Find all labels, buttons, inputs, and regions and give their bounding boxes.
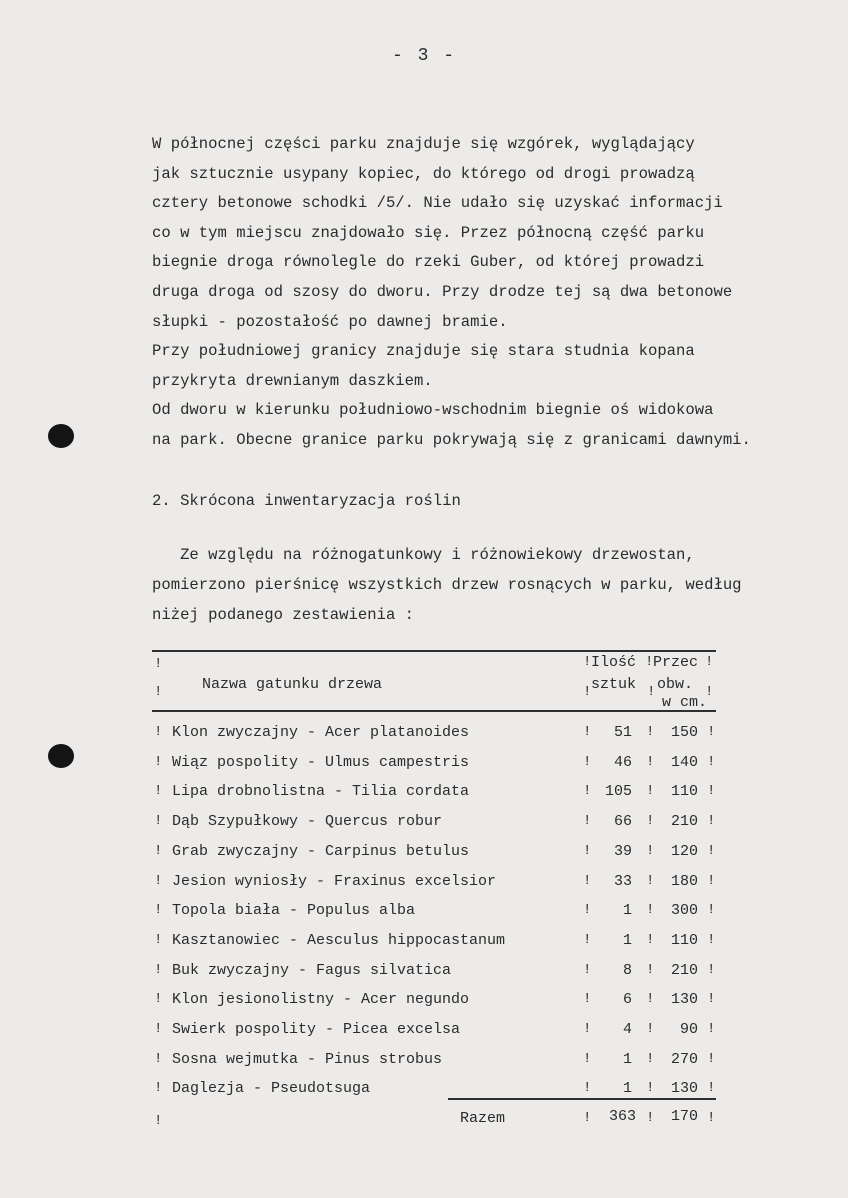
total-label: Razem	[460, 1110, 506, 1127]
text-line: jak sztucznie usypany kopiec, do którego od drogi prowadzą	[152, 164, 695, 183]
column-separator: !	[154, 1021, 163, 1037]
tree-circumference: 130	[670, 991, 698, 1009]
text-line: druga droga od szosy do dworu. Przy drodze tej są dwa betonowe	[152, 282, 733, 301]
column-separator: !	[646, 872, 655, 889]
page-number: - 3 -	[391, 46, 456, 66]
body-paragraph	[152, 130, 832, 456]
tree-count: 1	[622, 902, 632, 920]
intro-paragraph	[152, 540, 742, 630]
tree-species-name: Topola biała - Populus alba	[172, 902, 416, 920]
text-line: biegnie droga równolegle do rzeki Guber, od której prowadzi	[152, 253, 705, 272]
column-separator: !	[583, 902, 592, 919]
tree-circumference: 270	[670, 1050, 698, 1068]
tree-circumference: 110	[670, 931, 698, 949]
column-separator: !	[646, 1110, 655, 1126]
column-separator: !	[707, 1021, 716, 1037]
text-line: Od dworu w kierunku południowo-wschodnim biegnie oś widokowa	[152, 401, 714, 420]
table-top-rule	[152, 650, 716, 652]
column-separator: !	[154, 991, 163, 1008]
text-line: słupki - pozostałość po dawnej bramie.	[152, 312, 508, 331]
text-line: pomierzono pierśnicę wszystkich drzew rosnących w parku, według	[152, 576, 742, 594]
tree-species-name: Daglezja - Pseudotsuga	[172, 1080, 371, 1098]
tree-species-name: Sosna wejmutka - Pinus strobus	[172, 1050, 443, 1068]
tree-species-name: Lipa drobnolistna - Tilia cordata	[172, 783, 470, 801]
tree-count: 33	[613, 872, 632, 890]
column-separator: !	[646, 724, 655, 740]
column-separator: !	[646, 1021, 655, 1037]
tree-circumference: 180	[670, 872, 698, 890]
column-separator: !	[705, 684, 714, 700]
tree-count: 8	[622, 961, 632, 979]
tree-circumference: 130	[670, 1080, 698, 1098]
column-separator: !	[154, 961, 163, 978]
tree-circumference: 300	[670, 902, 698, 920]
column-separator: !	[583, 872, 592, 889]
tree-circumference: 140	[670, 753, 698, 771]
column-separator: !	[154, 684, 163, 700]
tree-species-name: Swierk pospolity - Picea excelsa	[172, 1021, 461, 1038]
header-count-top: Ilość	[591, 654, 637, 671]
column-separator: !	[646, 931, 655, 948]
column-separator: !	[583, 961, 592, 978]
column-separator: !	[646, 1080, 655, 1097]
column-separator: !	[154, 813, 163, 830]
tree-circumference: 90	[679, 1021, 698, 1038]
column-separator: !	[154, 753, 163, 770]
column-separator: !	[583, 684, 592, 700]
tree-species-name: Buk zwyczajny - Fagus silvatica	[172, 961, 452, 979]
column-separator: !	[646, 842, 655, 859]
column-separator: !	[707, 1050, 716, 1067]
column-separator: !	[583, 724, 592, 740]
column-separator: !	[583, 931, 592, 948]
tree-species-name: Wiąz pospolity - Ulmus campestris	[172, 753, 470, 771]
column-separator: !	[583, 1050, 592, 1067]
column-separator: !	[646, 991, 655, 1008]
tree-circumference: 150	[670, 724, 698, 741]
punch-hole	[48, 424, 74, 448]
column-separator: !	[646, 1050, 655, 1067]
text-line: Przy południowej granicy znajduje się stara studnia kopana	[152, 342, 695, 361]
text-line: Ze względu na różnogatunkowy i różnowiekowy drzewostan,	[152, 546, 695, 564]
tree-circumference: 120	[670, 842, 698, 860]
column-separator: !	[707, 991, 716, 1008]
total-circ: 170	[670, 1108, 698, 1125]
column-separator: !	[707, 724, 716, 740]
tree-count: 51	[613, 724, 632, 741]
column-separator: !	[583, 813, 592, 830]
tree-count: 39	[613, 842, 632, 860]
column-separator: !	[707, 842, 716, 859]
column-separator: !	[154, 902, 163, 919]
tree-count: 6	[622, 991, 632, 1009]
header-circ-top: Przec	[653, 654, 699, 671]
text-line: przykryta drewnianym daszkiem.	[152, 371, 433, 390]
column-separator: !	[707, 813, 716, 830]
tree-species-name: Dąb Szypułkowy - Quercus robur	[172, 813, 443, 831]
column-separator: !	[583, 991, 592, 1008]
column-separator: !	[647, 684, 656, 700]
table-total-rule	[448, 1098, 716, 1100]
column-separator: !	[646, 753, 655, 770]
column-separator: !	[705, 654, 714, 670]
tree-count: 66	[613, 813, 632, 831]
column-separator: !	[154, 656, 163, 672]
tree-species-name: Kasztanowiec - Aesculus hippocastanum	[172, 931, 506, 949]
header-circ-bottom: w cm.	[662, 694, 708, 711]
column-separator: !	[646, 783, 655, 800]
column-separator: !	[154, 872, 163, 889]
column-separator: !	[154, 783, 163, 800]
column-separator: !	[707, 872, 716, 889]
tree-count: 4	[622, 1021, 632, 1038]
tree-circumference: 210	[670, 813, 698, 831]
tree-circumference: 210	[670, 961, 698, 979]
table-header-rule	[152, 710, 716, 712]
column-separator: !	[707, 931, 716, 948]
section-heading: 2. Skrócona inwentaryzacja roślin	[152, 492, 461, 510]
column-separator: !	[707, 1110, 716, 1126]
header-count-bottom: sztuk	[591, 676, 637, 693]
column-separator: !	[583, 1021, 592, 1037]
column-separator: !	[707, 961, 716, 978]
text-line: co w tym miejscu znajdowało się. Przez północną część parku	[152, 223, 705, 242]
total-count: 363	[608, 1108, 636, 1125]
punch-hole	[48, 744, 74, 768]
column-separator: !	[154, 1050, 163, 1067]
column-separator: !	[583, 1110, 592, 1126]
text-line: na park. Obecne granice parku pokrywają się z granicami dawnymi.	[152, 430, 751, 449]
text-line: cztery betonowe schodki /5/. Nie udało się uzyskać informacji	[152, 194, 723, 213]
column-separator: !	[154, 931, 163, 948]
header-name: Nazwa gatunku drzewa	[202, 676, 383, 693]
tree-species-name: Grab zwyczajny - Carpinus betulus	[172, 842, 470, 860]
column-separator: !	[707, 753, 716, 770]
header-circ-mid: obw.	[657, 676, 694, 693]
column-separator: !	[707, 902, 716, 919]
column-separator: !	[154, 842, 163, 859]
column-separator: !	[154, 1113, 163, 1129]
text-line: W północnej części parku znajduje się wzgórek, wyglądający	[152, 135, 695, 153]
tree-species-name: Klon zwyczajny - Acer platanoides	[172, 724, 470, 741]
column-separator: !	[707, 783, 716, 800]
column-separator: !	[154, 724, 163, 740]
tree-species-name: Klon jesionolistny - Acer negundo	[172, 991, 470, 1009]
column-separator: !	[154, 1080, 163, 1097]
column-separator: !	[583, 753, 592, 770]
column-separator: !	[646, 961, 655, 978]
column-separator: !	[583, 783, 592, 800]
tree-count: 1	[622, 1050, 632, 1068]
column-separator: !	[646, 902, 655, 919]
tree-count: 1	[622, 931, 632, 949]
column-separator: !	[583, 654, 592, 670]
column-separator: !	[707, 1080, 716, 1097]
tree-species-name: Jesion wyniosły - Fraxinus excelsior	[172, 872, 497, 890]
text-line: niżej podanego zestawienia :	[152, 606, 415, 624]
tree-count: 46	[613, 753, 632, 771]
tree-count: 1	[622, 1080, 632, 1098]
column-separator: !	[583, 1080, 592, 1097]
tree-circumference: 110	[670, 783, 698, 801]
tree-count: 105	[604, 783, 632, 801]
column-separator: !	[645, 654, 654, 670]
column-separator: !	[646, 813, 655, 830]
column-separator: !	[583, 842, 592, 859]
